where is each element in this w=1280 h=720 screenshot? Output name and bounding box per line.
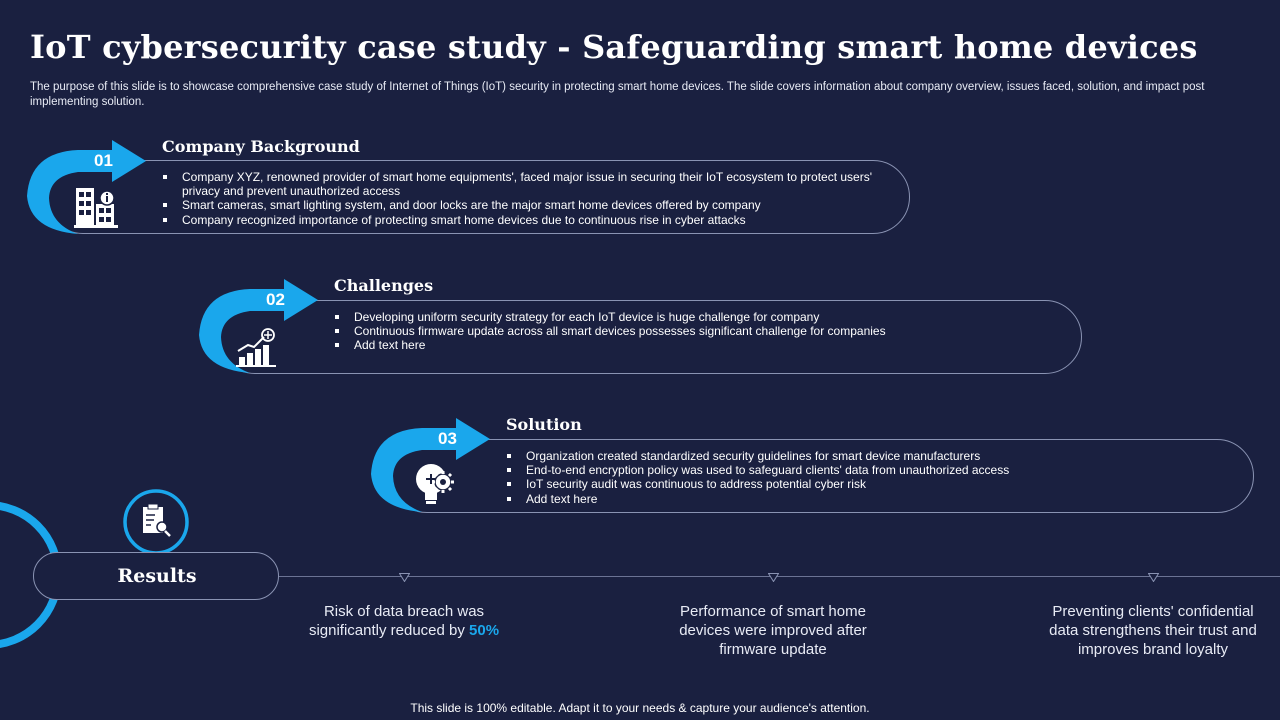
results-box [33,552,279,600]
result-highlight: 50% [469,622,500,639]
slide-subtitle: The purpose of this slide is to showcase comprehensive case study of Internet of Things (IoT) security in protecting smart home devices. The slide covers information about company overview, issues faced, solution, and impact post implementing solution. [30,81,1205,108]
bullet-list [506,449,1226,506]
bulb-gear-icon [414,462,456,508]
results-timeline [279,576,1280,577]
bullet-item: Company recognized importance of protecting smart home devices due to continuous rise in cyber attacks [162,213,882,227]
result-text: Risk of data breach was significantly reduced by [308,603,485,639]
timeline-marker [399,573,410,582]
step-title: Challenges [334,276,434,295]
timeline-marker [768,573,779,582]
bullet-item: Continuous firmware update across all smart devices possesses significant challenge for companies [334,324,1054,338]
step-title: Company Background [162,137,360,156]
step-number: 01 [94,151,113,170]
bullet-item: IoT security audit was continuous to address potential cyber risk [506,477,1226,491]
bullet-item: Developing uniform security strategy for each IoT device is huge challenge for company [334,310,1054,324]
result-item: Preventing clients' confidential data strengthens their trust and improves brand loyalty [1049,603,1257,658]
report-search-icon [121,487,191,557]
timeline-marker [1148,573,1159,582]
building-icon [74,186,118,228]
results-label: Results [117,565,197,587]
bullet-list [162,170,882,227]
bullet-item: Add text here [506,492,1226,506]
footer-note: This slide is 100% editable. Adapt it to your needs & capture your audience's attention. [410,701,870,715]
step-number: 02 [266,290,285,309]
bullet-list [334,310,1054,353]
step-title: Solution [506,415,582,434]
result-item: Performance of smart home devices were improved after firmware update [679,603,867,658]
bullet-item: End-to-end encryption policy was used to safeguard clients' data from unauthorized access [506,463,1226,477]
bullet-item: Add text here [334,338,1054,352]
step-number: 03 [438,429,457,448]
bullet-item: Company XYZ, renowned provider of smart home equipments', faced major issue in securing their IoT ecosystem to protect users' privacy and prevent unauthorized access [162,170,882,198]
result-item [284,602,524,640]
bullet-item: Smart cameras, smart lighting system, and door locks are the major smart home devices offered by company [162,198,882,212]
growth-chart-icon [236,327,276,367]
slide-title: IoT cybersecurity case study - Safeguarding smart home devices [30,28,1198,66]
bullet-item: Organization created standardized security guidelines for smart device manufacturers [506,449,1226,463]
